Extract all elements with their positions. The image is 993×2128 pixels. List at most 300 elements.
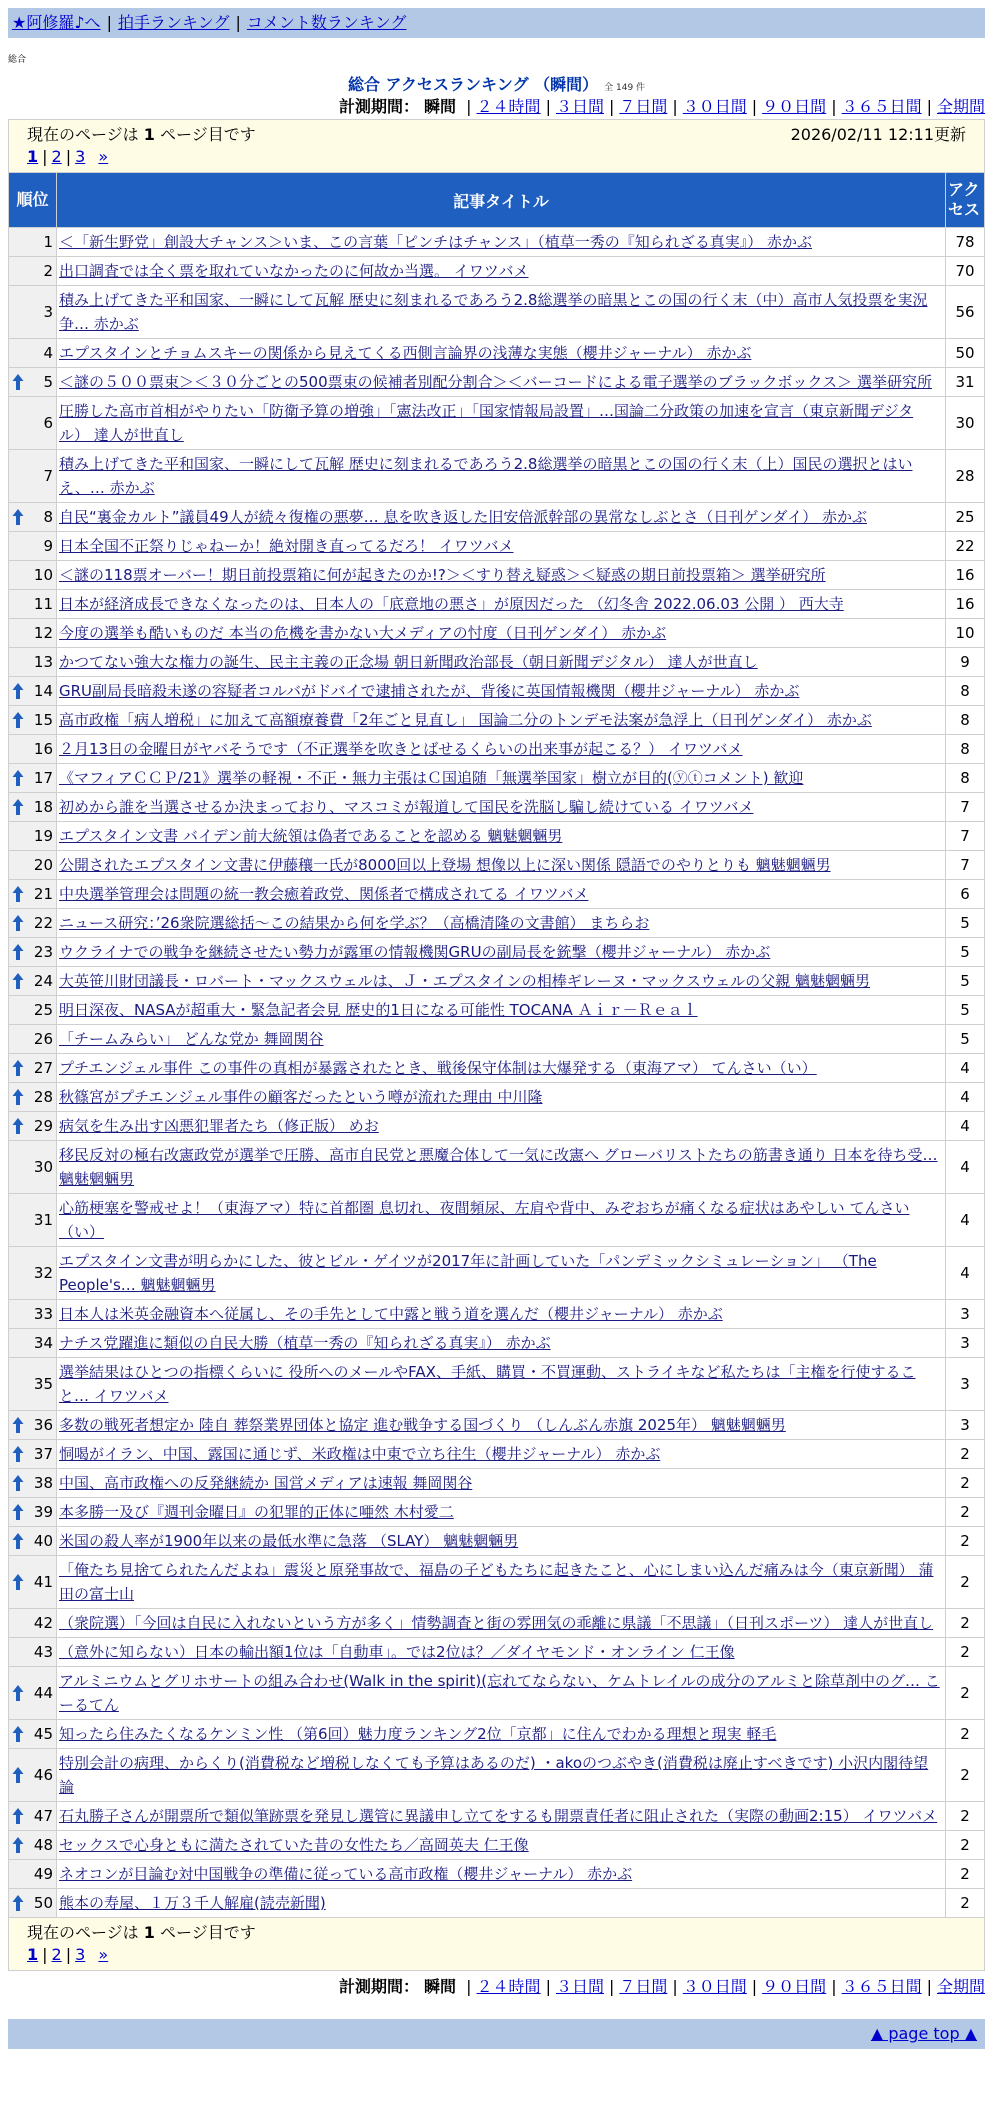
article-link[interactable]: 選挙結果はひとつの指標くらいに 役所へのメールやFAX、手紙、購買・不買運動、ストライキなど私たちは「主権を行使すること… イワツバメ [59, 1363, 916, 1405]
table-row [9, 1802, 985, 1831]
rank-number: 27 [33, 1059, 53, 1077]
table-row [9, 1358, 985, 1411]
article-link[interactable]: 恫喝がイラン、中国、露国に通じず、米政権は中東で立ち往生（櫻井ジャーナル） 赤かぶ [59, 1445, 661, 1463]
rank-cell [9, 1358, 57, 1411]
rank-up-arrow-icon [12, 1088, 24, 1106]
period-label: 計測期間： [338, 1977, 419, 1996]
page-info-suffix: ページ目です [160, 1923, 256, 1942]
clap-ranking-link[interactable]: 拍手ランキング [117, 13, 230, 32]
rank-cell [9, 706, 57, 735]
table-row [9, 257, 985, 286]
rank-cell [9, 1831, 57, 1860]
access-count: 8 [946, 735, 985, 764]
rank-cell [9, 503, 57, 532]
page-link-current[interactable]: 1 [27, 147, 39, 166]
page-top-link[interactable]: ▲ page top ▲ [870, 2024, 977, 2043]
period-separator: | [466, 97, 472, 116]
access-count: 50 [946, 339, 985, 368]
article-link[interactable]: 出口調査では全く票を取れていなかったのに何故か当選。 イワツバメ [59, 262, 529, 280]
title-cell [57, 880, 946, 909]
article-link[interactable]: ニュース研究：’26衆院選総括～この結果から何を学ぶ？（高橋清隆の文書館） まちらお [59, 914, 650, 932]
title-cell [57, 1638, 946, 1667]
access-count: 30 [946, 397, 985, 450]
title-cell [57, 368, 946, 397]
access-count: 2 [946, 1609, 985, 1638]
access-count: 5 [946, 1025, 985, 1054]
rank-number: 25 [33, 1001, 53, 1019]
article-link[interactable]: 特別会計の病理、からくり(消費税など増税しなくても予算はあるのだ) ・akoのつぶやき(消費税は廃止すべきです) 小沢内閣待望論 [59, 1754, 929, 1796]
period-separator: | [466, 1977, 472, 1996]
article-link[interactable]: 「俺たち見捨てられたんだよね」震災と原発事故で、福島の子どもたちに起きたこと、心にしまい込んだ痛みは今（東京新聞） 蒲田の富士山 [59, 1561, 934, 1603]
rank-number: 29 [33, 1117, 53, 1135]
page-info-number: 1 [143, 125, 155, 144]
page-info [27, 1922, 966, 1944]
rank-cell [9, 1860, 57, 1889]
column-rank: 順位 [9, 173, 57, 228]
rank-number: 33 [33, 1305, 53, 1323]
article-link[interactable]: ナチス党躍進に類似の自民大勝（植草一秀の『知られざる真実』） 赤かぶ [59, 1334, 551, 1352]
rank-number: 22 [33, 914, 53, 932]
period-option-link[interactable]: ３６５日間 [841, 97, 922, 116]
access-count: 3 [946, 1358, 985, 1411]
access-count: 3 [946, 1411, 985, 1440]
rank-cell [9, 851, 57, 880]
rank-number: 44 [33, 1684, 53, 1702]
article-link[interactable]: 自民“裏金カルト”議員49人が続々復権の悪夢… 息を吹き返した旧安倍派幹部の異常なしぶとさ（日刊ゲンダイ） 赤かぶ [59, 508, 867, 526]
article-link[interactable]: 公開されたエプスタイン文書に伊藤穰一氏が8000回以上登場 想像以上に深い関係 隠語でのやりとりも 魑魅魍魎男 [59, 856, 831, 874]
rank-cell [9, 1025, 57, 1054]
table-row [9, 1112, 985, 1141]
rank-cell [9, 793, 57, 822]
rank-cell [9, 1247, 57, 1300]
article-link[interactable]: 今度の選挙も酷いものだ 本当の危機を書かない大メディアの忖度（日刊ゲンダイ） 赤かぶ [59, 624, 667, 642]
period-separator: | [831, 97, 837, 116]
rank-number: 2 [43, 262, 53, 280]
title-cell [57, 503, 946, 532]
rank-up-arrow-icon [12, 373, 24, 391]
table-row [9, 1860, 985, 1889]
title-cell [57, 909, 946, 938]
rank-number: 9 [43, 537, 53, 555]
rank-cell [9, 1638, 57, 1667]
table-row [9, 1054, 985, 1083]
article-link[interactable]: 病気を生み出す凶悪犯罪者たち（修正版） めお [59, 1117, 379, 1135]
period-separator: | [926, 97, 932, 116]
table-row [9, 228, 985, 257]
access-count: 2 [946, 1720, 985, 1749]
access-count: 25 [946, 503, 985, 532]
page-link-2[interactable]: 2 [51, 1945, 62, 1964]
article-link[interactable]: GRU副局長暗殺未遂の容疑者コルバがドバイで逮捕されたが、背後に英国情報機関（櫻井ジャーナル） 赤かぶ [59, 682, 800, 700]
title-cell [57, 1749, 946, 1802]
table-row [9, 397, 985, 450]
rank-up-arrow-icon [12, 1836, 24, 1854]
access-count: 5 [946, 938, 985, 967]
rank-up-arrow-icon [12, 1416, 24, 1434]
comment-ranking-link[interactable]: コメント数ランキング [246, 13, 407, 32]
period-option-link[interactable]: ３０日間 [682, 1977, 747, 1996]
rank-number: 47 [33, 1807, 53, 1825]
table-row [9, 503, 985, 532]
rank-number: 5 [43, 373, 53, 391]
article-link[interactable]: 中国、高市政権への反発継続か 国営メディアは速報 舞岡関谷 [59, 1474, 473, 1492]
nav-separator: | [106, 13, 112, 32]
rank-number: 4 [43, 344, 53, 362]
title-cell [57, 938, 946, 967]
rank-up-arrow-icon [12, 1503, 24, 1521]
rank-cell [9, 1112, 57, 1141]
access-count: 2 [946, 1638, 985, 1667]
rank-number: 16 [33, 740, 53, 758]
access-count: 2 [946, 1469, 985, 1498]
title-cell [57, 677, 946, 706]
rank-up-arrow-icon [12, 798, 24, 816]
article-link[interactable]: ネオコンが目論む対中国戦争の準備に従っている高市政権（櫻井ジャーナル） 赤かぶ [59, 1865, 633, 1883]
rank-number: 45 [33, 1725, 53, 1743]
rank-up-arrow-icon [12, 914, 24, 932]
period-separator: | [545, 97, 551, 116]
rank-cell [9, 619, 57, 648]
total-count: 全 149 件 [604, 83, 646, 93]
article-link[interactable]: 初めから誰を当選させるか決まっており、マスコミが報道して国民を洗脳し騙し続けている イワツバメ [59, 798, 754, 816]
rank-number: 42 [33, 1614, 53, 1632]
article-link[interactable]: ＜謎の118票オーバー！期日前投票箱に何が起きたのか!?＞＜すり替え疑惑＞＜疑惑の期日前投票箱＞ 選挙研究所 [59, 566, 826, 584]
title-cell [57, 286, 946, 339]
title-cell [57, 1720, 946, 1749]
title-cell [57, 1889, 946, 1918]
article-link[interactable]: 日本全国不正祭りじゃねーか！絶対開き直ってるだろ！ イワツバメ [59, 537, 514, 555]
genre-label: 総合 [8, 55, 27, 65]
access-count: 8 [946, 677, 985, 706]
page-link-3[interactable]: 3 [75, 147, 86, 166]
rank-number: 41 [33, 1573, 53, 1591]
article-link[interactable]: 本多勝一及び『週刊金曜日』の犯罪的正体に唖然 木村愛二 [59, 1503, 454, 1521]
access-count: 2 [946, 1527, 985, 1556]
title-cell [57, 648, 946, 677]
table-row [9, 1083, 985, 1112]
table-row [9, 1194, 985, 1247]
title-cell [57, 257, 946, 286]
rank-cell [9, 1527, 57, 1556]
rank-up-arrow-icon [12, 1573, 24, 1591]
title-cell [57, 1194, 946, 1247]
rank-up-arrow-icon [12, 1807, 24, 1825]
access-count: 2 [946, 1802, 985, 1831]
article-link[interactable]: 「チームみらい」 どんな党か 舞岡関谷 [59, 1030, 324, 1048]
article-link[interactable]: 積み上げてきた平和国家、一瞬にして瓦解 歴史に刻まれるであろう2.8総選挙の暗黒とこの国の行く末（中）高市人気投票を実況争… 赤かぶ [59, 291, 928, 333]
page-link-current[interactable]: 1 [27, 1945, 39, 1964]
article-link[interactable]: ＜謎の５００票束＞＜３０分ごとの500票束の候補者別配分割合＞＜バーコードによる電子選挙のブラックボックス＞ 選挙研究所 [59, 373, 932, 391]
rank-number: 12 [33, 624, 53, 642]
rank-cell [9, 286, 57, 339]
rank-number: 19 [33, 827, 53, 845]
access-count: 16 [946, 561, 985, 590]
title-cell [57, 1556, 946, 1609]
period-option-link[interactable]: ９０日間 [762, 1977, 827, 1996]
period-option-link[interactable]: ２４時間 [476, 97, 541, 116]
article-link[interactable]: （意外に知らない）日本の輸出額1位は「自動車」。では2位は？／ダイヤモンド・オンライン 仁王像 [59, 1643, 735, 1661]
page-link-3[interactable]: 3 [75, 1945, 86, 1964]
home-link[interactable]: ★阿修羅♪へ [12, 13, 101, 32]
article-link[interactable]: ウクライナでの戦争を継続させたい勢力が露軍の情報機関GRUの副局長を銃撃（櫻井ジャーナル） 赤かぶ [59, 943, 771, 961]
title-cell [57, 590, 946, 619]
rank-cell [9, 1469, 57, 1498]
rank-number: 39 [33, 1503, 53, 1521]
period-separator: | [751, 1977, 758, 1996]
table-row [9, 561, 985, 590]
nav-separator: | [235, 13, 241, 32]
rank-number: 15 [33, 711, 53, 729]
period-option-link[interactable]: ３６５日間 [841, 1977, 922, 1996]
table-row [9, 1469, 985, 1498]
rank-cell [9, 1667, 57, 1720]
table-row [9, 1889, 985, 1918]
table-row [9, 590, 985, 619]
title-cell [57, 1247, 946, 1300]
rank-number: 43 [33, 1643, 53, 1661]
article-link[interactable]: 熊本の寿屋、１万３千人解雇(読売新聞) [59, 1894, 326, 1912]
article-link[interactable]: 大英笹川財団議長・ロバート・マックスウェルは、Ｊ・エプスタインの相棒ギレーヌ・マックスウェルの父親 魑魅魍魎男 [59, 972, 871, 990]
rank-cell [9, 1329, 57, 1358]
title-cell [57, 561, 946, 590]
page-next-link[interactable]: » [98, 1945, 109, 1964]
rank-up-arrow-icon [12, 972, 24, 990]
article-link[interactable]: ２月13日の金曜日がヤバそうです（不正選挙を吹きとばせるくらいの出来事が起こる？） イワツバメ [59, 740, 743, 758]
rank-cell [9, 368, 57, 397]
rank-cell [9, 938, 57, 967]
access-count: 56 [946, 286, 985, 339]
rank-up-arrow-icon [12, 1532, 24, 1550]
article-link[interactable]: セックスで心身ともに満たされていた昔の女性たち／高岡英夫 仁王像 [59, 1836, 529, 1854]
access-count: 2 [946, 1889, 985, 1918]
rank-cell [9, 1556, 57, 1609]
rank-cell [9, 1440, 57, 1469]
period-option-link[interactable]: ９０日間 [762, 97, 827, 116]
rank-up-arrow-icon [12, 885, 24, 903]
table-row [9, 1556, 985, 1609]
article-link[interactable]: エプスタイン文書 バイデン前大統領は偽者であることを認める 魑魅魍魎男 [59, 827, 563, 845]
rank-cell [9, 1194, 57, 1247]
title-cell [57, 1831, 946, 1860]
table-row [9, 851, 985, 880]
rank-cell [9, 1749, 57, 1802]
rank-number: 46 [33, 1766, 53, 1784]
access-count: 4 [946, 1112, 985, 1141]
period-separator: | [831, 1977, 837, 1996]
table-row [9, 822, 985, 851]
article-link[interactable]: 明日深夜、NASAが超重大・緊急記者会見 歴史的1日になる可能性 TOCANA Ａｉｒ－Ｒｅａｌ [59, 1001, 698, 1019]
title-cell [57, 619, 946, 648]
title-cell [57, 793, 946, 822]
article-link[interactable]: かつてない強大な権力の誕生、民主主義の正念場 朝日新聞政治部長（朝日新聞デジタル） 達人が世直し [59, 653, 758, 671]
article-link[interactable]: ＜「新生野党」創設大チャンス＞いま、この言葉「ピンチはチャンス」（植草一秀の『知られざる真実』） 赤かぶ [59, 233, 812, 251]
article-link[interactable]: 積み上げてきた平和国家、一瞬にして瓦解 歴史に刻まれるであろう2.8総選挙の暗黒とこの国の行く末（上）国民の選択とはいえ、… 赤かぶ [59, 455, 913, 497]
period-option-link[interactable]: ７日間 [619, 1977, 668, 1996]
rank-cell [9, 1411, 57, 1440]
access-count: 4 [946, 1141, 985, 1194]
table-row [9, 1440, 985, 1469]
rank-number: 13 [33, 653, 53, 671]
table-header [9, 173, 985, 228]
table-row [9, 1141, 985, 1194]
table-row [9, 532, 985, 561]
rank-cell [9, 648, 57, 677]
table-row [9, 619, 985, 648]
title-cell [57, 1609, 946, 1638]
article-link[interactable]: （衆院選）「今回は自民に入れないという方が多く」情勢調査と街の雰囲気の乖離に県議「不思議」（日刊スポーツ） 達人が世直し [59, 1614, 934, 1632]
page-next-link[interactable]: » [98, 147, 109, 166]
title-cell [57, 1411, 946, 1440]
ranking-title: 総合 アクセスランキング （瞬間） [347, 75, 599, 94]
table-row [9, 793, 985, 822]
rank-number: 14 [33, 682, 53, 700]
article-link[interactable]: 米国の殺人率が1900年以来の最低水準に急落 （SLAY） 魑魅魍魎男 [59, 1532, 519, 1550]
rank-up-arrow-icon [12, 1445, 24, 1463]
table-row [9, 1329, 985, 1358]
pagination: 1 | 2 | 3 » [27, 147, 109, 166]
article-link[interactable]: 多数の戦死者想定か 陸自 葬祭業界団体と協定 進む戦争する国づくり （しんぶん赤旗 2025年） 魑魅魍魎男 [59, 1416, 786, 1434]
period-option-link[interactable]: ３日間 [555, 1977, 604, 1996]
rank-number: 28 [33, 1088, 53, 1106]
rank-number: 1 [43, 233, 53, 251]
rank-number: 31 [33, 1211, 53, 1229]
article-link[interactable]: 《マフィアＣＣＰ/21》選挙の軽視・不正・無力主張はＣ国追随「無選挙国家」樹立が目的(ⓨⓣコメント) 歓迎 [59, 769, 804, 787]
rank-up-arrow-icon [12, 508, 24, 526]
article-link[interactable]: プチエンジェル事件 この事件の真相が暴露されたとき、戦後保守体制は大爆発する（東海アマ） てんさい（い） [59, 1059, 817, 1077]
period-option-link[interactable]: ２４時間 [476, 1977, 541, 1996]
rank-cell [9, 450, 57, 503]
rank-up-arrow-icon [12, 1059, 24, 1077]
rank-cell [9, 1802, 57, 1831]
table-row [9, 450, 985, 503]
article-link[interactable]: 心筋梗塞を警戒せよ！（東海アマ）特に首都圏 息切れ、夜間頻尿、左肩や背中、みぞおちが痛くなる症状はあやしい てんさい（い） [59, 1199, 910, 1241]
period-current: 瞬間 [424, 1977, 457, 1996]
rank-cell [9, 1083, 57, 1112]
rank-cell [9, 880, 57, 909]
access-count: 7 [946, 822, 985, 851]
table-row [9, 339, 985, 368]
table-row [9, 706, 985, 735]
pager-top [9, 120, 985, 173]
period-selector-bottom [8, 1975, 985, 1999]
table-row [9, 1638, 985, 1667]
access-count: 2 [946, 1440, 985, 1469]
period-option-link[interactable]: ３０日間 [682, 97, 747, 116]
article-link[interactable]: 日本が経済成長できなくなったのは、日本人の「底意地の悪さ」が原因だった （幻冬舎 2022.06.03 公開 ） 西大寺 [59, 595, 844, 613]
table-row [9, 1300, 985, 1329]
access-count: 5 [946, 996, 985, 1025]
article-link[interactable]: 日本人は米英金融資本へ従属し、その手先として中露と戦う道を選んだ（櫻井ジャーナル） 赤かぶ [59, 1305, 723, 1323]
rank-cell [9, 561, 57, 590]
rank-up-arrow-icon [12, 1766, 24, 1784]
period-option-link[interactable]: ７日間 [619, 97, 668, 116]
article-link[interactable]: 圧勝した高市首相がやりたい「防衛予算の増強」「憲法改正」「国家情報局設置」…国論二分政策の加速を宣言（東京新聞デジタル） 達人が世直し [59, 402, 914, 444]
table-row [9, 1609, 985, 1638]
column-title: 記事タイトル [57, 173, 946, 228]
rank-cell [9, 590, 57, 619]
rank-number: 38 [33, 1474, 53, 1492]
access-count: 8 [946, 764, 985, 793]
table-row [9, 938, 985, 967]
access-count: 70 [946, 257, 985, 286]
article-link[interactable]: 秋篠宮がプチエンジェル事件の顧客だったという噂が流れた理由 中川隆 [59, 1088, 543, 1106]
footer-bar [8, 2019, 985, 2049]
access-count: 10 [946, 619, 985, 648]
access-count: 8 [946, 706, 985, 735]
rank-cell [9, 677, 57, 706]
period-separator: | [751, 97, 758, 116]
article-link[interactable]: エプスタイン文書が明らかにした、彼とビル・ゲイツが2017年に計画していた「パンデミックシミュレーション」 （The People's… 魑魅魍魎男 [59, 1252, 877, 1294]
rank-number: 18 [33, 798, 53, 816]
title-cell [57, 450, 946, 503]
page-link-2[interactable]: 2 [51, 147, 62, 166]
table-row [9, 909, 985, 938]
article-link[interactable]: 中央選挙管理会は問題の統一教会癒着政党、関係者で構成されてる イワツバメ [59, 885, 589, 903]
title-cell [57, 1358, 946, 1411]
access-count: 9 [946, 648, 985, 677]
rank-number: 7 [43, 467, 53, 485]
title-cell [57, 228, 946, 257]
period-option-link[interactable]: 全期間 [936, 97, 985, 116]
period-option-link[interactable]: 全期間 [936, 1977, 985, 1996]
title-cell [57, 1300, 946, 1329]
rank-number: 36 [33, 1416, 53, 1434]
rank-cell [9, 1609, 57, 1638]
access-count: 2 [946, 1831, 985, 1860]
title-cell [57, 1860, 946, 1889]
rank-up-arrow-icon [12, 1117, 24, 1135]
rank-up-arrow-icon [12, 1684, 24, 1702]
rank-up-arrow-icon [12, 769, 24, 787]
period-label: 計測期間： [338, 97, 419, 116]
table-row [9, 1411, 985, 1440]
access-count: 4 [946, 1054, 985, 1083]
access-count: 7 [946, 851, 985, 880]
table-row [9, 1247, 985, 1300]
rank-number: 48 [33, 1836, 53, 1854]
rank-number: 8 [43, 508, 53, 526]
article-link[interactable]: エプスタインとチョムスキーの関係から見えてくる西側言論界の浅薄な実態（櫻井ジャーナル） 赤かぶ [59, 344, 752, 362]
access-count: 28 [946, 450, 985, 503]
period-separator: | [672, 1977, 678, 1996]
period-option-link[interactable]: ３日間 [555, 97, 604, 116]
rank-cell [9, 735, 57, 764]
rank-number: 21 [33, 885, 53, 903]
rank-cell [9, 1300, 57, 1329]
rank-cell [9, 1498, 57, 1527]
article-link[interactable]: 石丸勝子さんが開票所で類似筆跡票を発見し選管に異議申し立てをするも開票責任者に阻止された（実際の動画2:15） イワツバメ [59, 1807, 938, 1825]
title-cell [57, 397, 946, 450]
ranking-rows [9, 228, 985, 1918]
article-link[interactable]: アルミニウムとグリホサートの組み合わせ(Walk in the spirit)(忘れてならない、ケムトレイルの成分のアルミと除草剤中のグ… こーるてん [59, 1672, 940, 1714]
rank-cell [9, 909, 57, 938]
access-count: 3 [946, 1300, 985, 1329]
pager-bottom [9, 1918, 985, 1971]
rank-up-arrow-icon [12, 1894, 24, 1912]
page-info-number: 1 [143, 1923, 155, 1942]
rank-up-arrow-icon [12, 943, 24, 961]
rank-number: 26 [33, 1030, 53, 1048]
title-cell [57, 1498, 946, 1527]
title-cell [57, 967, 946, 996]
rank-cell [9, 967, 57, 996]
article-link[interactable]: 移民反対の極右改憲政党が選挙で圧勝、高市自民党と悪魔合体して一気に改憲へ グローバリストたちの筋書き通り 日本を待ち受… 魑魅魍魎男 [59, 1146, 938, 1188]
rank-up-arrow-icon [12, 682, 24, 700]
table-row [9, 677, 985, 706]
article-link[interactable]: 知ったら住みたくなるケンミン性 （第6回）魅力度ランキング2位「京都」に住んでわかる理想と現実 軽毛 [59, 1725, 777, 1743]
access-count: 5 [946, 967, 985, 996]
article-link[interactable]: 高市政権「病人増税」に加えて高額療養費「2年ごと見直し」 国論二分のトンデモ法案が急浮上（日刊ゲンダイ） 赤かぶ [59, 711, 872, 729]
